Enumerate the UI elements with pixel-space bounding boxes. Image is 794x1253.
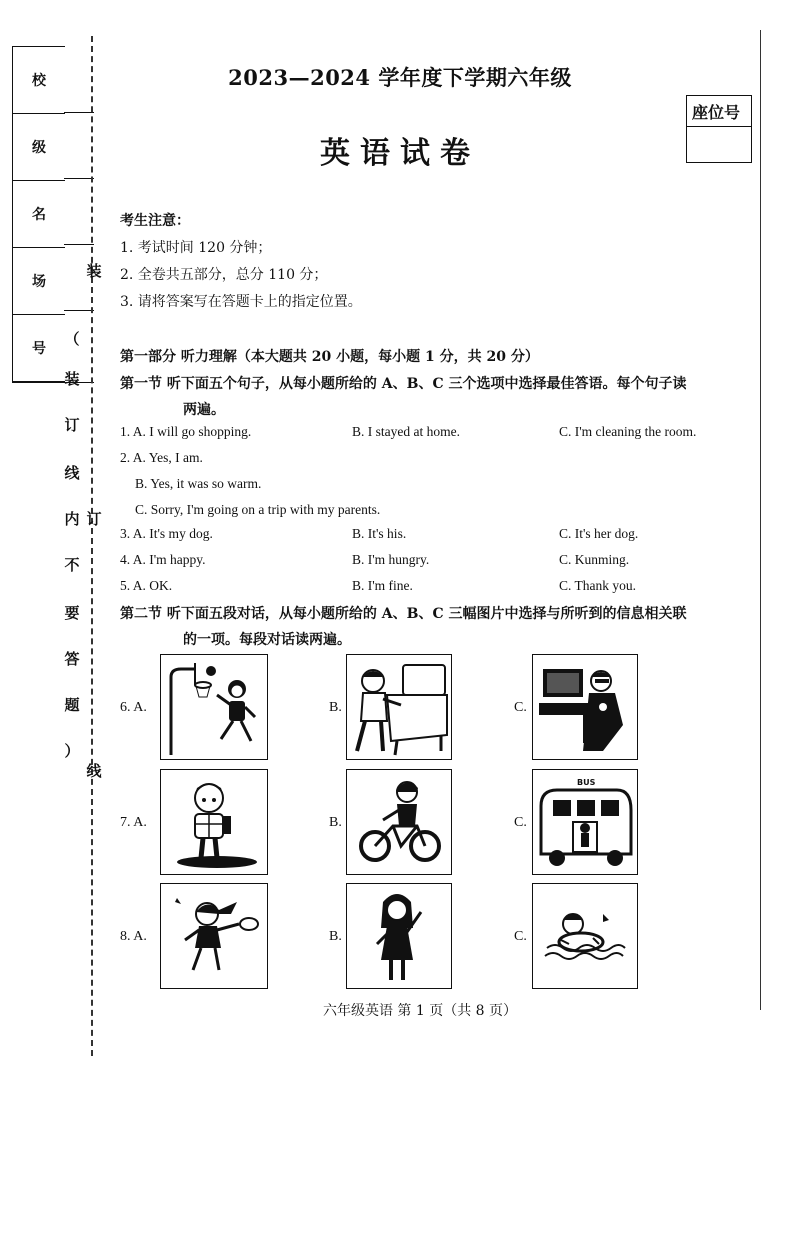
field-number: 号 [32,341,46,357]
q8-b-label: B. [329,929,342,944]
section1-title-cont: 两遍。 [183,402,225,418]
exam-subject: 英语试卷 [320,136,480,171]
q3-option-a: 3. A. It's my dog. [120,526,213,541]
inner-char: （ [64,330,80,348]
q7-label: 7. A. [120,815,147,830]
bus-sign: BUS [577,778,596,787]
q6-c-label: C. [514,700,527,715]
q7-b-label: B. [329,815,342,830]
student-info-table [12,46,65,382]
inner-char: 装 [64,370,80,388]
field-school: 校 [13,47,65,114]
section2-title: 第二节 听下面五段对话，从每小题所给的 A、B、C 三幅图片中选择与所听到的信息相关联 [120,606,687,622]
q2-option-c: C. Sorry, I'm going on a trip with my parents. [135,502,381,517]
q8-label: 8. A. [120,929,147,944]
side-line [64,178,94,179]
q1-option-c: C. I'm cleaning the room. [559,424,697,439]
q6-label: 6. A. [120,700,147,715]
inner-char: 答 [64,650,80,668]
section1-title: 第一节 听下面五个句子，从每小题所给的 A、B、C 三个选项中选择最佳答语。每个句子读 [120,376,687,392]
q4-option-c: C. Kunming. [559,552,630,567]
notice-item: 1. 考试时间 120 分钟； [120,240,272,256]
page-footer: 六年级英语 第 1 页（共 8 页） [322,1003,518,1019]
q7-c-label: C. [514,815,527,830]
inner-char: 题 [64,696,80,714]
picture-basketball [160,654,268,760]
q8-c-label: C. [514,929,527,944]
field-name: 名 [13,181,65,248]
q4-option-a: 4. A. I'm happy. [120,552,206,567]
q2-option-a: 2. A. Yes, I am. [120,450,203,465]
picture-making-bed [346,654,452,760]
field-exam-room: 场 [13,248,65,315]
picture-badminton [160,883,268,989]
q3-option-b: B. It's his. [352,526,407,541]
picture-taking-bus [532,769,638,875]
q5-option-a: 5. A. OK. [120,578,173,593]
side-line [64,244,94,245]
side-line [64,310,94,311]
q5-option-c: C. Thank you. [559,578,636,593]
inner-char: 不 [64,556,80,574]
notice-item: 3. 请将答案写在答题卡上的指定位置。 [120,294,362,310]
q6-b-label: B. [329,700,342,715]
q1-option-a: 1. A. I will go shopping. [120,424,252,439]
binding-char: 线 [86,762,102,780]
picture-watching-tv [532,654,638,760]
exam-title: 2023—2024 学年度下学期六年级 [228,65,572,90]
section2-title-cont: 的一项。每段对话读两遍。 [183,632,351,648]
binding-char: 装 [86,262,102,280]
inner-char: 订 [64,416,80,434]
notice-item: 2. 全卷共五部分，总分 110 分； [120,267,328,283]
picture-riding-bike [346,769,452,875]
notice-heading: 考生注意： [120,213,190,229]
binding-dashed-line [91,36,93,1056]
page-edge-line [760,30,761,1010]
q4-option-b: B. I'm hungry. [352,552,430,567]
q2-option-b: B. Yes, it was so warm. [135,476,262,491]
picture-girl-dancing [346,883,452,989]
field-class: 级 [13,114,65,181]
part1-title: 第一部分 听力理解（本大题共 20 小题，每小题 1 分，共 20 分） [120,349,539,365]
q5-option-b: B. I'm fine. [352,578,413,593]
picture-swimming [532,883,638,989]
side-line [64,112,94,113]
q3-option-c: C. It's her dog. [559,526,639,541]
binding-char: 订 [86,510,102,528]
seat-box-divider [686,126,752,127]
inner-char: 线 [64,464,80,482]
inner-char: ） [64,742,80,760]
picture-walking [160,769,268,875]
inner-char: 内 [64,510,80,528]
q1-option-b: B. I stayed at home. [352,424,460,439]
seat-number-label: 座位号 [692,103,741,122]
inner-char: 要 [64,604,80,622]
